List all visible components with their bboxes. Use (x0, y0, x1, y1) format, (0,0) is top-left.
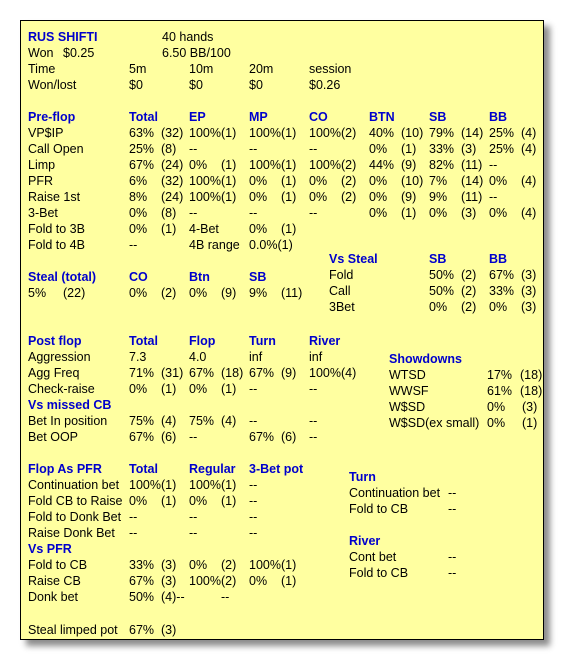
stat-cell: 25% (489, 142, 515, 156)
stat-cell: 0% (189, 558, 208, 572)
stat-cell: (3) (521, 300, 537, 314)
postflop-header: River (309, 334, 341, 348)
stat-cell: (2) (461, 284, 477, 298)
stat-cell: (11) (461, 190, 483, 204)
stat-cell: (1) (401, 206, 417, 220)
stat-cell: (1) (161, 382, 177, 396)
stat-cell: (4) (521, 142, 537, 156)
vs-pfr-title: Vs PFR (28, 542, 72, 556)
stat-cell: -- (249, 510, 258, 524)
flop-pfr-header: Flop As PFR (28, 462, 102, 476)
stat-cell: (8) (161, 206, 177, 220)
stat-cell: (10) (401, 174, 424, 188)
steal-header: Steal (total) (28, 270, 97, 284)
stat-cell: 0% (309, 174, 328, 188)
preflop-header: Total (129, 110, 158, 124)
stat-cell: 100%(1) (189, 126, 237, 140)
stat-cell: -- (489, 190, 498, 204)
turn-title: Turn (349, 470, 376, 484)
wonlost-value: $0.26 (309, 78, 341, 92)
stat-cell: (9) (401, 190, 417, 204)
stat-cell: 100%(1) (189, 174, 237, 188)
preflop-header: CO (309, 110, 328, 124)
stat-cell: (2) (461, 300, 477, 314)
stat-cell: (9) (281, 366, 297, 380)
won-label: Won (28, 46, 54, 60)
stat-cell: 0% (369, 142, 388, 156)
stat-cell: -- (309, 430, 318, 444)
stat-cell: (1) (221, 382, 237, 396)
stat-cell: 0% (189, 494, 208, 508)
stat-cell: -- (489, 158, 498, 172)
stat-cell: (6) (281, 430, 297, 444)
vs-steal-row-label: Fold (329, 268, 354, 282)
stat-cell: (2) (341, 174, 357, 188)
preflop-header: EP (189, 110, 206, 124)
stat-cell: -- (309, 382, 318, 396)
showdowns-title: Showdowns (389, 352, 462, 366)
stat-cell: 67% (489, 268, 515, 282)
stat-cell: 0% (487, 416, 506, 430)
stat-cell: 67% (129, 158, 155, 172)
stat-cell: (4)-- (161, 590, 185, 604)
stat-cell: 5% (28, 286, 47, 300)
preflop-row-label: 3-Bet (28, 206, 58, 220)
stat-cell: 100%(2) (189, 574, 237, 588)
preflop-header: Pre-flop (28, 110, 76, 124)
stat-cell: 82% (429, 158, 455, 172)
showdown-row-label: WTSD (389, 368, 426, 382)
stat-cell: (1) (221, 494, 237, 508)
stat-cell: 25% (129, 142, 155, 156)
stat-cell: 8% (129, 190, 148, 204)
stat-cell: (3) (461, 206, 477, 220)
stat-cell: (11) (461, 158, 483, 172)
stat-cell: 9% (429, 190, 448, 204)
stat-cell: 0% (487, 400, 506, 414)
stat-cell: 7.3 (129, 350, 147, 364)
stat-cell: (10) (401, 126, 424, 140)
stat-cell: -- (249, 478, 258, 492)
stat-cell: 100%(1) (129, 478, 177, 492)
steal-header: Btn (189, 270, 210, 284)
vs-steal-header: Vs Steal (329, 252, 378, 266)
preflop-row-label: VP$IP (28, 126, 64, 140)
stat-cell: -- (448, 486, 457, 500)
postflop-header: Post flop (28, 334, 82, 348)
stat-cell: -- (189, 206, 198, 220)
stat-cell: 67% (129, 574, 155, 588)
stat-cell: 61% (487, 384, 513, 398)
stat-cell: (9) (221, 286, 237, 300)
preflop-header: SB (429, 110, 447, 124)
stat-cell: (3) (521, 284, 537, 298)
turn-row-label: Continuation bet (349, 486, 441, 500)
stat-cell: -- (189, 510, 198, 524)
time-label: Time (28, 62, 56, 76)
stat-cell: (32) (161, 126, 184, 140)
stat-cell: (9) (401, 158, 417, 172)
stat-cell: 50% (429, 268, 455, 282)
stat-cell: 0% (129, 494, 148, 508)
stat-cell: -- (129, 238, 138, 252)
stat-cell: 0% (369, 206, 388, 220)
stat-cell: 100%(1) (249, 158, 297, 172)
stat-cell: (2) (221, 558, 237, 572)
stat-cell: 67% (129, 430, 155, 444)
wonlost-label: Won/lost (28, 78, 77, 92)
stat-cell: -- (249, 206, 258, 220)
stat-cell: 0% (249, 190, 268, 204)
stat-cell: (14) (461, 126, 484, 140)
stat-cell: 9% (249, 286, 268, 300)
stat-cell: 75% (129, 414, 155, 428)
stat-cell: (4) (221, 414, 237, 428)
stat-cell: 0% (189, 158, 208, 172)
vs-steal-row-label: 3Bet (329, 300, 355, 314)
preflop-row-label: Fold to 4B (28, 238, 85, 252)
stat-cell: (1) (281, 574, 297, 588)
stat-cell: inf (249, 350, 263, 364)
stat-cell: 4.0 (189, 350, 207, 364)
stat-cell: 100%(2) (309, 126, 357, 140)
time-header: 5m (129, 62, 147, 76)
stat-cell: -- (249, 494, 258, 508)
stat-cell: 33% (129, 558, 155, 572)
stat-cell: -- (249, 414, 258, 428)
vs-missed-cb-title: Vs missed CB (28, 398, 112, 412)
stat-cell: 0% (189, 286, 208, 300)
stat-cell: (1) (281, 190, 297, 204)
preflop-row-label: Limp (28, 158, 56, 172)
postflop-row-label: Bet OOP (28, 430, 79, 444)
stat-cell: -- (129, 526, 138, 540)
preflop-header: BB (489, 110, 508, 124)
stat-cell: -- (448, 566, 457, 580)
river-row-label: Fold to CB (349, 566, 409, 580)
stat-cell: 0% (429, 300, 448, 314)
wonlost-value: $0 (129, 78, 143, 92)
stat-cell: 33% (429, 142, 455, 156)
river-row-label: Cont bet (349, 550, 397, 564)
stat-cell: 0% (129, 206, 148, 220)
hands-count: 40 hands (162, 30, 214, 44)
preflop-header: MP (249, 110, 268, 124)
stat-cell: (3) (161, 574, 177, 588)
stat-cell: (3) (161, 623, 177, 637)
stat-cell: (8) (161, 142, 177, 156)
stat-cell: (11) (281, 286, 303, 300)
stat-cell: (1) (281, 174, 297, 188)
stat-cell: 4B range (189, 238, 240, 252)
stat-cell: 0% (489, 206, 508, 220)
stat-cell: 0% (129, 286, 148, 300)
preflop-row-label: Call Open (28, 142, 84, 156)
stat-cell: -- (189, 142, 198, 156)
stat-cell: 0% (429, 206, 448, 220)
stat-cell: 71% (129, 366, 155, 380)
postflop-row-label: Agg Freq (28, 366, 80, 380)
stat-cell: 44% (369, 158, 395, 172)
stat-cell: 0% (309, 190, 328, 204)
stat-cell: -- (448, 550, 457, 564)
wonlost-value: $0 (249, 78, 263, 92)
vs-steal-header: BB (489, 252, 508, 266)
preflop-row-label: Raise 1st (28, 190, 81, 204)
stat-cell: -- (309, 206, 318, 220)
stat-cell: 33% (489, 284, 515, 298)
stat-cell: 7% (429, 174, 448, 188)
vs-pfr-row-label: Raise CB (28, 574, 81, 588)
preflop-header: BTN (369, 110, 395, 124)
stat-cell: (1) (522, 416, 538, 430)
postflop-header: Total (129, 334, 158, 348)
wonlost-value: $0 (189, 78, 203, 92)
stat-cell: 0% (489, 174, 508, 188)
stat-cell: 67% (249, 366, 275, 380)
flop-pfr-row-label: Raise Donk Bet (28, 526, 115, 540)
stat-cell: (24) (161, 158, 184, 172)
stat-cell: 100%(1) (249, 558, 297, 572)
preflop-row-label: PFR (28, 174, 53, 188)
stat-cell: -- (249, 526, 258, 540)
postflop-header: Turn (249, 334, 276, 348)
stat-cell: (6) (161, 430, 177, 444)
stat-cell: 67% (129, 623, 155, 637)
stat-cell: (18) (221, 366, 244, 380)
stat-cell: -- (249, 382, 258, 396)
stat-cell: 0% (129, 222, 148, 236)
stat-cell: 0% (249, 174, 268, 188)
stat-cell: (1) (221, 158, 237, 172)
stat-cell: (1) (281, 222, 297, 236)
stat-cell: 0.0%(1) (249, 238, 293, 252)
stat-cell: 100%(1) (189, 190, 237, 204)
showdown-row-label: WWSF (389, 384, 429, 398)
steal-header: CO (129, 270, 148, 284)
flop-pfr-header: Total (129, 462, 158, 476)
stat-cell: -- (189, 430, 198, 444)
stat-cell: 40% (369, 126, 395, 140)
stat-cell: -- (309, 414, 318, 428)
stat-cell: -- (309, 142, 318, 156)
stat-cell: -- (189, 526, 198, 540)
time-header: 20m (249, 62, 274, 76)
stat-cell: (31) (161, 366, 184, 380)
flop-pfr-header: 3-Bet pot (249, 462, 304, 476)
stat-cell: (1) (161, 222, 177, 236)
postflop-row-label: Check-raise (28, 382, 95, 396)
stat-cell: (1) (401, 142, 417, 156)
stat-cell: 67% (249, 430, 275, 444)
stat-cell: 100%(1) (249, 126, 297, 140)
player-name: RUS SHIFTI (28, 30, 98, 44)
player-stats-panel (20, 20, 544, 640)
stat-cell: (3) (461, 142, 477, 156)
stat-cell: 100%(4) (309, 366, 357, 380)
stat-cell: 0% (369, 190, 388, 204)
stat-cell: 0% (489, 300, 508, 314)
flop-pfr-row-label: Fold to Donk Bet (28, 510, 122, 524)
stat-cell: (3) (521, 268, 537, 282)
stat-cell: (1) (161, 494, 177, 508)
stat-cell: 25% (489, 126, 515, 140)
flop-pfr-header: Regular (189, 462, 236, 476)
stat-cell: (3) (161, 558, 177, 572)
postflop-row-label: Aggression (28, 350, 91, 364)
stat-cell: (14) (461, 174, 484, 188)
stat-cell: 0% (129, 382, 148, 396)
stat-cell: (4) (521, 206, 537, 220)
time-header: session (309, 62, 352, 76)
stat-cell: (32) (161, 174, 184, 188)
stat-cell: 100%(2) (309, 158, 357, 172)
time-header: 10m (189, 62, 214, 76)
stat-cell: (4) (521, 174, 537, 188)
bb-per-100: 6.50 BB/100 (162, 46, 231, 60)
showdown-row-label: W$SD (389, 400, 426, 414)
stat-cell: 0% (249, 222, 268, 236)
turn-row-label: Fold to CB (349, 502, 409, 516)
stat-cell: 50% (429, 284, 455, 298)
stat-cell: 100%(1) (189, 478, 237, 492)
stat-cell: 79% (429, 126, 455, 140)
showdown-row-label: W$SD(ex small) (389, 416, 480, 430)
stat-cell: (22) (63, 286, 86, 300)
stat-cell: (18) (520, 384, 543, 398)
steal-limped-label: Steal limped pot (28, 623, 118, 637)
stat-cell: (2) (341, 190, 357, 204)
flop-pfr-row-label: Fold CB to Raise (28, 494, 123, 508)
stat-cell: -- (249, 142, 258, 156)
stat-cell: (4) (161, 414, 177, 428)
stat-cell: 17% (487, 368, 513, 382)
stat-cell: 67% (189, 366, 215, 380)
stat-cell: 6% (129, 174, 148, 188)
stat-cell: 63% (129, 126, 155, 140)
stat-cell: -- (129, 510, 138, 524)
stat-cell: 0% (189, 382, 208, 396)
steal-header: SB (249, 270, 267, 284)
river-title: River (349, 534, 381, 548)
stat-cell: -- (448, 502, 457, 516)
stat-cell: (2) (461, 268, 477, 282)
stat-cell: (4) (521, 126, 537, 140)
stat-cell: inf (309, 350, 323, 364)
stat-cell: 0% (369, 174, 388, 188)
vs-steal-header: SB (429, 252, 447, 266)
stat-cell: (2) (161, 286, 177, 300)
postflop-row-label: Bet In position (28, 414, 108, 428)
stat-cell: 4-Bet (189, 222, 219, 236)
stat-cell: 50% (129, 590, 155, 604)
vs-pfr-row-label: Fold to CB (28, 558, 88, 572)
stat-cell: (3) (522, 400, 538, 414)
vs-steal-row-label: Call (329, 284, 351, 298)
stat-cell: (18) (520, 368, 543, 382)
won-value: $0.25 (63, 46, 95, 60)
vs-pfr-row-label: Donk bet (28, 590, 79, 604)
stat-cell: (24) (161, 190, 184, 204)
postflop-header: Flop (189, 334, 216, 348)
stat-cell: 75% (189, 414, 215, 428)
stat-cell: -- (221, 590, 230, 604)
stat-cell: 0% (249, 574, 268, 588)
preflop-row-label: Fold to 3B (28, 222, 85, 236)
flop-pfr-row-label: Continuation bet (28, 478, 120, 492)
